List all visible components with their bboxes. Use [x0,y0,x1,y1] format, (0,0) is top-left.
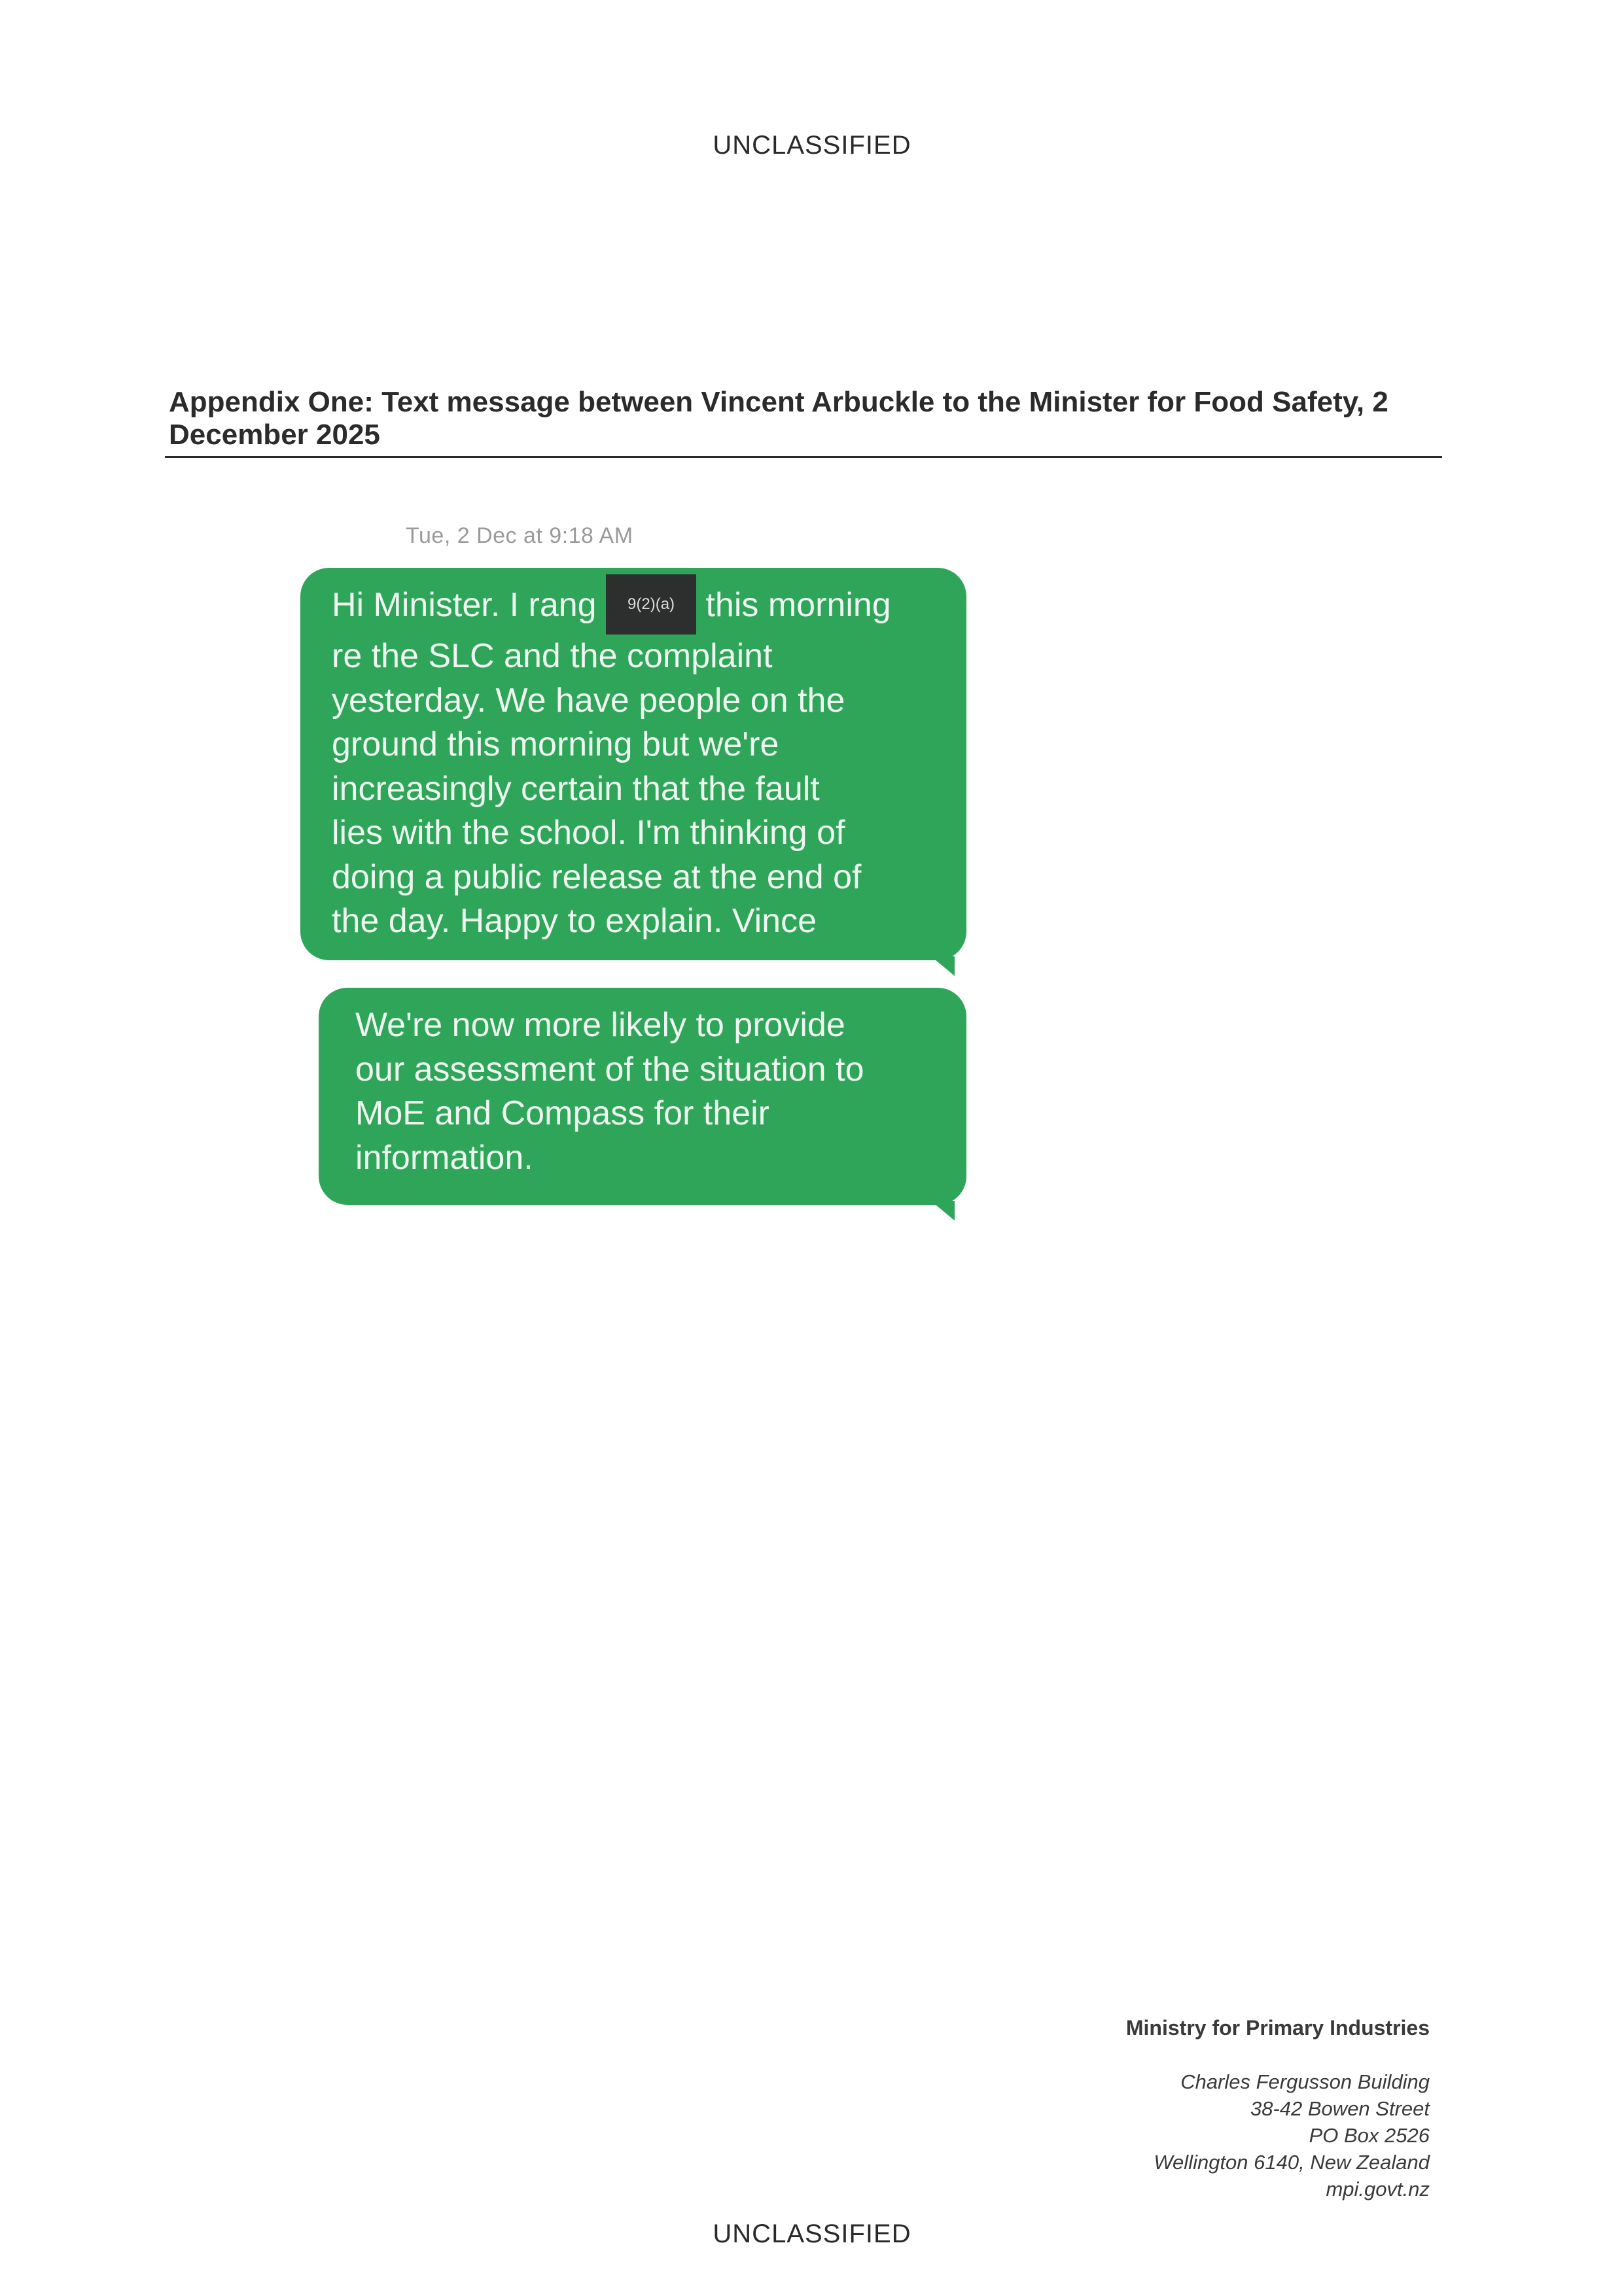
address-line: Wellington 6140, New Zealand [1154,2151,1430,2174]
appendix-heading: Appendix One: Text message between Vincent Arbuckle to the Minister for Food Safety, 2 December 2025 [169,386,1388,451]
message-line: doing a public release at the end of [332,858,862,896]
message-line: the day. Happy to explain. Vince [332,902,817,940]
classification-footer: UNCLASSIFIED [713,2219,911,2248]
message-bubble-1 [300,568,966,960]
message-bubble-2 [319,988,966,1205]
message-line: MoE and Compass for their [355,1094,769,1132]
message-line: Hi Minister. I rang 9(2)(a) this morning [332,583,940,635]
message-line: re the SLC and the complaint [332,637,773,675]
bubble-tail-1 [931,956,955,976]
bubble-tail-2 [931,1201,955,1221]
classification-header: UNCLASSIFIED [713,131,911,160]
footer-organisation: Ministry for Primary Industries [1125,2016,1430,2040]
message-timestamp: Tue, 2 Dec at 9:18 AM [406,523,633,548]
footer-address [1047,2068,1430,2202]
message-line: We're now more likely to provide [355,1006,845,1044]
message-line: our assessment of the situation to [355,1050,864,1088]
address-line: 38-42 Bowen Street [1250,2097,1430,2120]
address-line: Charles Fergusson Building [1180,2070,1430,2093]
redaction-box: 9(2)(a) [606,574,696,635]
message-line: ground this morning but we're [332,725,779,763]
message-line: increasingly certain that the fault [332,769,820,808]
message-line: information. [355,1138,533,1177]
heading-underline [165,456,1442,458]
message-line: yesterday. We have people on the [332,681,845,720]
address-line: PO Box 2526 [1309,2124,1430,2147]
message-line: lies with the school. I'm thinking of [332,814,845,852]
website-link[interactable]: mpi.govt.nz [1326,2178,1430,2200]
text-message-screenshot [298,517,978,1230]
